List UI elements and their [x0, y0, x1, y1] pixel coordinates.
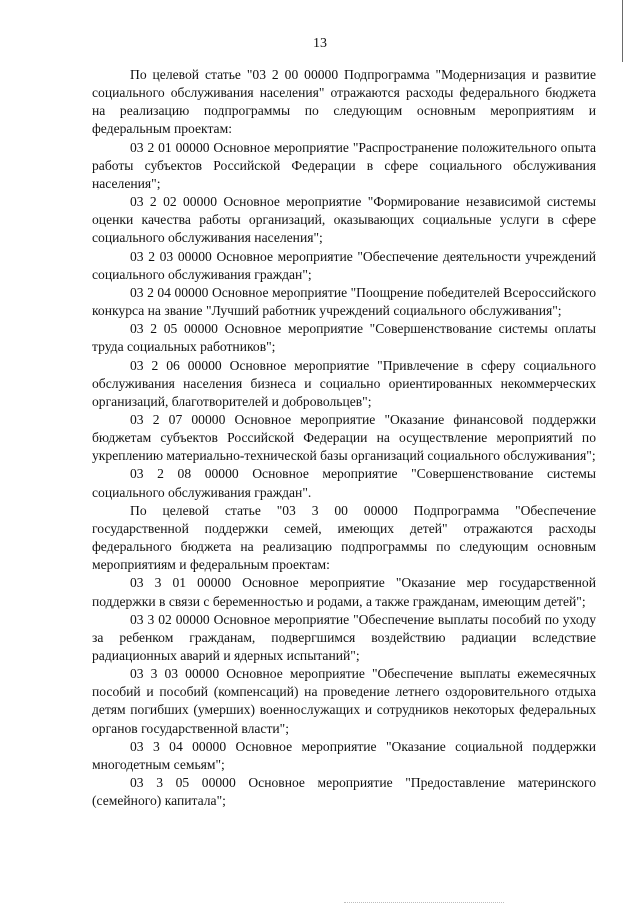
paragraph-03-2-02: 03 2 02 00000 Основное мероприятие "Формирование независимой системы оценки качества работы организаций, оказывающих социальные услуги в сфере социального обслуживания населения"; [92, 194, 596, 246]
paragraph-03-3-03: 03 3 03 00000 Основное мероприятие "Обеспечение выплаты ежемесячных пособий и пособий (компенсаций) на проведение летнего оздоровительного отдыха детям погибших (умерших) военнослужащих и сотрудников некоторых федеральных органов государственной власти"; [92, 666, 596, 736]
page-number: 13 [313, 36, 327, 51]
paragraph-03-3-04: 03 3 04 00000 Основное мероприятие "Оказание социальной поддержки многодетным семьям"; [92, 738, 596, 772]
paragraph-03-3-01: 03 3 01 00000 Основное мероприятие "Оказание мер государственной поддержки в связи с беременностью и родами, а также гражданам, имеющим детей"; [92, 575, 596, 609]
paragraph-subprogram-03-3: По целевой статье "03 3 00 00000 Подпрограмма "Обеспечение государственной поддержки семей, имеющих детей" отражаются расходы федерального бюджета на реализацию подпрограммы по следующим основным мероприятиям и федеральным проектам: [92, 502, 596, 573]
paragraph-03-2-03: 03 2 03 00000 Основное мероприятие "Обеспечение деятельности учреждений социального обслуживания граждан"; [92, 248, 596, 282]
paragraph-03-2-06: 03 2 06 00000 Основное мероприятие "Привлечение в сферу социального обслуживания населения бизнеса и социально ориентированных некоммерческих организаций, благотворителей и добровольцев"; [92, 357, 596, 409]
paragraph-03-3-05: 03 3 05 00000 Основное мероприятие "Предоставление материнского (семейного) капитала"; [92, 775, 596, 809]
document-body [92, 66, 596, 810]
paragraph-03-3-02: 03 3 02 00000 Основное мероприятие "Обеспечение выплаты пособий по уходу за ребенком гражданам, подвергшимся воздействию радиации вследствие радиационных аварий и ядерных испытаний"; [92, 611, 596, 663]
paragraph-subprogram-03-2: По целевой статье "03 2 00 00000 Подпрограмма "Модернизация и развитие социального обслуживания населения" отражаются расходы федерального бюджета на реализацию подпрограммы по следующим основным мероприятиям и федеральным проектам: [92, 67, 596, 137]
page-edge-line [622, 0, 623, 62]
paragraph-03-2-07: 03 2 07 00000 Основное мероприятие "Оказание финансовой поддержки бюджетам субъектов Российской Федерации на осуществление мероприятий по укреплению материально-технической базы организаций социального обслуживания"; [92, 411, 596, 464]
paragraph-03-2-01: 03 2 01 00000 Основное мероприятие "Распространение положительного опыта работы субъектов Российской Федерации в сфере социального обслуживания населения"; [92, 139, 596, 191]
paragraph-03-2-08: 03 2 08 00000 Основное мероприятие "Совершенствование системы социального обслуживания граждан". [92, 466, 596, 500]
paragraph-03-2-05: 03 2 05 00000 Основное мероприятие "Совершенствование системы оплаты труда социальных работников"; [92, 321, 596, 355]
paragraph-03-2-04: 03 2 04 00000 Основное мероприятие "Поощрение победителей Всероссийского конкурса на звание "Лучший работник учреждений социального обслуживания"; [92, 284, 596, 319]
